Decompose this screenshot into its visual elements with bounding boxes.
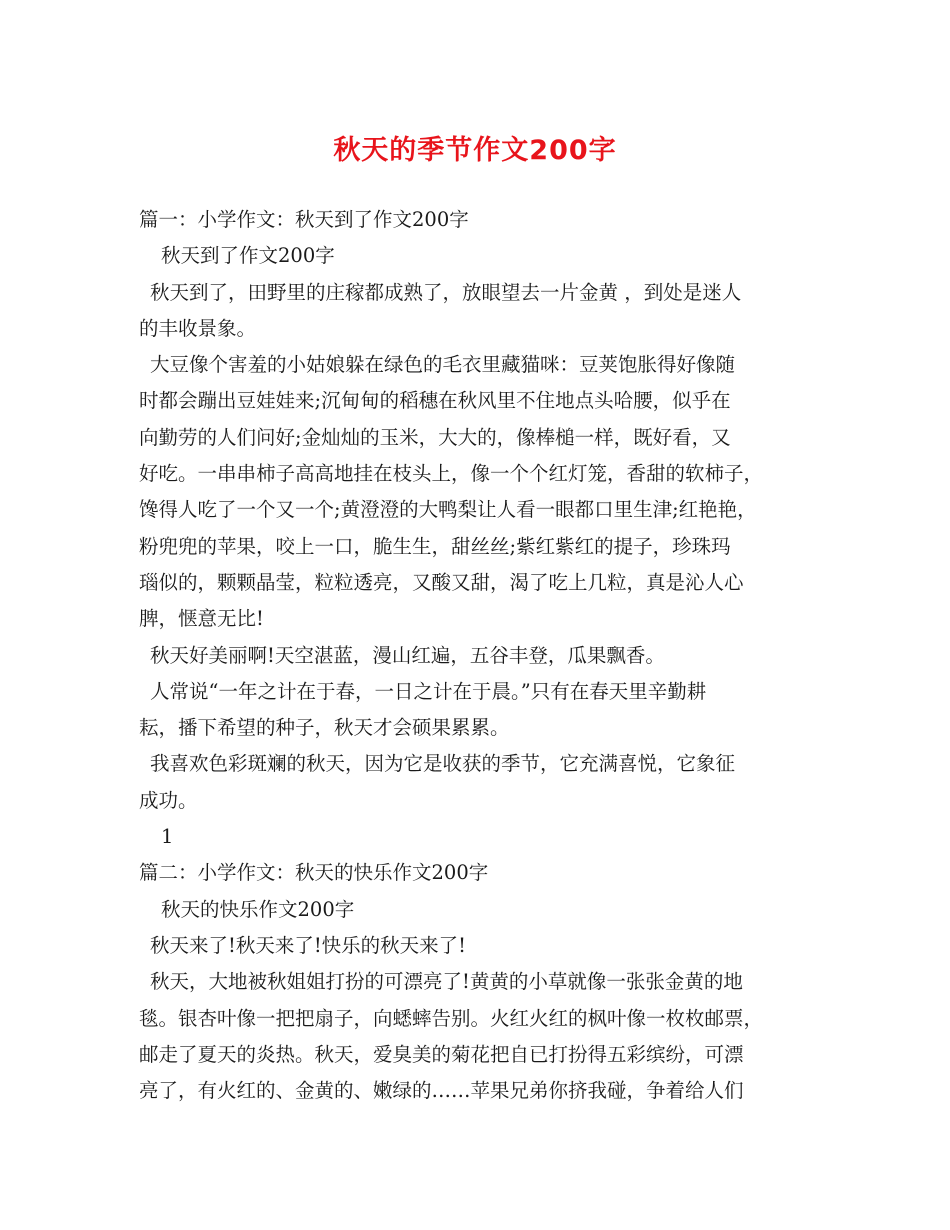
paragraph-line: 我喜欢色彩斑斓的秋天，因为它是收获的季节，它充满喜悦，它象征 (150, 752, 736, 776)
paragraph-line: 的丰收景象。 (139, 316, 257, 340)
paragraph-line: 毯。银杏叶像一把把扇子，向蟋蟀告别。火红火红的枫叶像一枚枚邮票， (139, 1006, 764, 1030)
paragraph-line: 好吃。一串串柿子高高地挂在枝头上，像一个个红灯笼，香甜的软柿子， (139, 462, 764, 486)
essay-title: 秋天的快乐作文200字 (161, 897, 355, 921)
paragraph-line: 粉兜兜的苹果，咬上一口，脆生生，甜丝丝;紫红紫红的提子，珍珠玛 (139, 534, 731, 558)
paragraph-line: 大豆像个害羞的小姑娘躲在绿色的毛衣里藏猫咪：豆荚饱胀得好像随 (150, 353, 736, 377)
page-number: 1 (161, 825, 174, 849)
paragraph-line: 耘，播下希望的种子，秋天才会硕果累累。 (139, 716, 510, 740)
paragraph-line: 瑙似的，颗颗晶莹，粒粒透亮，又酸又甜，渴了吃上几粒，真是沁人心 (139, 570, 744, 594)
section-heading: 篇一：小学作文：秋天到了作文200字 (139, 208, 469, 231)
paragraph-line: 向勤劳的人们问好;金灿灿的玉米，大大的，像棒槌一样，既好看，又 (139, 425, 731, 449)
paragraph-line: 时都会蹦出豆娃娃来;沉甸甸的稻穗在秋风里不住地点头哈腰，似乎在 (139, 389, 731, 413)
paragraph-line: 亮了，有火红的、金黄的、嫩绿的……苹果兄弟你挤我碰，争着给人们 (139, 1079, 744, 1103)
paragraph-line: 秋天到了，田野里的庄稼都成熟了，放眼望去一片金黄 ，到处是迷人 (150, 280, 742, 304)
paragraph-line: 邮走了夏天的炎热。秋天，爱臭美的菊花把自已打扮得五彩缤纷，可漂 (139, 1042, 744, 1066)
paragraph-line: 脾，惬意无比! (139, 607, 264, 631)
document-title: 秋天的季节作文200字 (333, 135, 617, 166)
paragraph-line: 成功。 (139, 788, 198, 812)
essay-title: 秋天到了作文200字 (161, 244, 335, 268)
document-body (139, 202, 819, 1109)
paragraph-line: 秋天好美丽啊!天空湛蓝，漫山红遍，五谷丰登，瓜果飘香。 (150, 643, 665, 667)
paragraph-line: 秋天，大地被秋姐姐打扮的可漂亮了!黄黄的小草就像一张张金黄的地 (150, 970, 743, 994)
paragraph-line: 人常说“一年之计在于春，一日之计在于晨。”只有在春天里辛勤耕 (150, 679, 707, 703)
paragraph-line: 秋天来了!秋天来了!快乐的秋天来了! (150, 933, 467, 957)
paragraph-line: 馋得人吃了一个又一个;黄澄澄的大鸭梨让人看一眼都口里生津;红艳艳， (139, 498, 757, 522)
section-heading: 篇二：小学作文：秋天的快乐作文200字 (139, 861, 489, 885)
